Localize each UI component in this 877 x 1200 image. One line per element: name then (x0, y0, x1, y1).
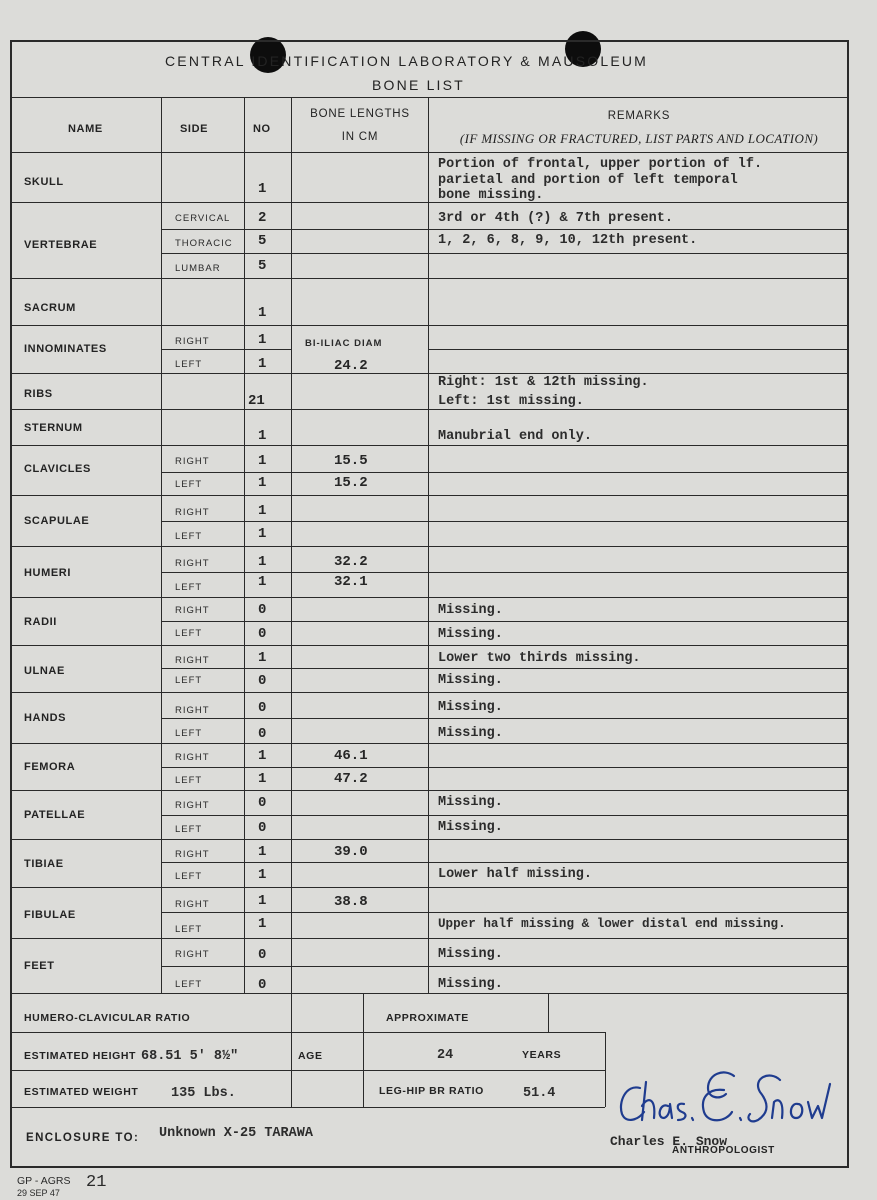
weight-label: ESTIMATED WEIGHT (24, 1086, 139, 1098)
row-name-fibulae: FIBULAE (24, 909, 76, 921)
biiliac-label: BI-ILIAC DIAM (305, 338, 383, 349)
side-hands-left: LEFT (175, 728, 203, 739)
remark-hands-left: Missing. (438, 726, 503, 741)
leghip-label: LEG-HIP BR RATIO (379, 1085, 484, 1097)
remark-skull-2: parietal and portion of left temporal (438, 173, 738, 188)
side-femora-left: LEFT (175, 775, 203, 786)
remark-ribs-2: Left: 1st missing. (438, 394, 584, 409)
form-title: CENTRAL IDENTIFICATION LABORATORY & MAUSOLEUM (165, 53, 649, 69)
side-radii-right: RIGHT (175, 605, 210, 616)
row-name-feet: FEET (24, 960, 55, 972)
count-feet-right: 0 (258, 947, 267, 963)
remark-feet-right: Missing. (438, 947, 503, 962)
side-scapulae-left: LEFT (175, 531, 203, 542)
count-cervical: 2 (258, 210, 267, 226)
signer-name: Charles E. Snow (610, 1134, 728, 1149)
count-scapulae-right: 1 (258, 503, 267, 519)
row-name-ulnae: ULNAE (24, 665, 65, 677)
side-cervical: CERVICAL (175, 213, 231, 224)
col-header-lengths-1: BONE LENGTHS (310, 108, 410, 120)
age-value: 24 (437, 1048, 454, 1063)
approximate-label: APPROXIMATE (386, 1012, 469, 1024)
count-ulnae-left: 0 (258, 673, 267, 689)
side-hands-right: RIGHT (175, 705, 210, 716)
side-fibulae-left: LEFT (175, 924, 203, 935)
form-date: 29 SEP 47 (17, 1188, 60, 1198)
height-value: 68.51 5' 8½" (141, 1049, 239, 1064)
side-innominates-left: LEFT (175, 359, 203, 370)
side-humeri-right: RIGHT (175, 558, 210, 569)
length-tibiae-right: 39.0 (334, 844, 368, 860)
count-tibiae-left: 1 (258, 867, 267, 883)
row-name-femora: FEMORA (24, 761, 76, 773)
col-header-side: SIDE (180, 123, 209, 135)
row-name-tibiae: TIBIAE (24, 858, 64, 870)
count-skull: 1 (258, 181, 267, 197)
enclosure-label: ENCLOSURE TO: (26, 1132, 140, 1144)
count-patellae-right: 0 (258, 795, 267, 811)
row-name-patellae: PATELLAE (24, 809, 86, 821)
count-fibulae-left: 1 (258, 916, 267, 932)
side-clavicles-right: RIGHT (175, 456, 210, 467)
remark-skull-1: Portion of frontal, upper portion of lf. (438, 157, 763, 172)
remark-radii-left: Missing. (438, 627, 503, 642)
count-innominates-right: 1 (258, 332, 267, 348)
row-name-hands: HANDS (24, 712, 67, 724)
count-feet-left: 0 (258, 977, 267, 993)
remark-hands-right: Missing. (438, 700, 503, 715)
side-ulnae-left: LEFT (175, 675, 203, 686)
side-fibulae-right: RIGHT (175, 899, 210, 910)
remark-feet-left: Missing. (438, 977, 503, 992)
count-lumbar: 5 (258, 258, 267, 274)
remark-thoracic: 1, 2, 6, 8, 9, 10, 12th present. (438, 233, 698, 248)
count-humeri-right: 1 (258, 554, 267, 570)
length-humeri-left: 32.1 (334, 574, 368, 590)
remark-tibiae-left: Lower half missing. (438, 867, 592, 882)
count-ribs: 21 (248, 393, 265, 409)
height-label: ESTIMATED HEIGHT (24, 1050, 137, 1062)
remark-ulnae-left: Missing. (438, 673, 503, 688)
length-clavicles-right: 15.5 (334, 453, 368, 469)
side-thoracic: THORACIC (175, 238, 233, 249)
side-scapulae-right: RIGHT (175, 507, 210, 518)
remark-ulnae-right: Lower two thirds missing. (438, 651, 641, 666)
signer-title: ANTHROPOLOGIST (672, 1145, 775, 1156)
length-femora-left: 47.2 (334, 771, 368, 787)
length-clavicles-left: 15.2 (334, 475, 368, 491)
side-tibiae-right: RIGHT (175, 849, 210, 860)
col-header-name: NAME (68, 123, 103, 135)
form-subtitle: BONE LIST (372, 77, 465, 93)
side-ulnae-right: RIGHT (175, 655, 210, 666)
row-name-skull: SKULL (24, 176, 64, 188)
count-sacrum: 1 (258, 305, 267, 321)
row-name-clavicles: CLAVICLES (24, 463, 91, 475)
length-humeri-right: 32.2 (334, 554, 368, 570)
count-ulnae-right: 1 (258, 650, 267, 666)
form-border (10, 40, 849, 1168)
count-clavicles-left: 1 (258, 475, 267, 491)
row-name-innominates: INNOMINATES (24, 343, 107, 355)
side-lumbar: LUMBAR (175, 263, 221, 274)
length-innominates: 24.2 (334, 358, 368, 374)
row-name-ribs: RIBS (24, 388, 53, 400)
count-scapulae-left: 1 (258, 526, 267, 542)
count-radii-right: 0 (258, 602, 267, 618)
remark-fibulae-left: Upper half missing & lower distal end missing. (438, 917, 786, 931)
remark-cervical: 3rd or 4th (?) & 7th present. (438, 211, 673, 226)
side-humeri-left: LEFT (175, 582, 203, 593)
col-header-remarks-2: (IF MISSING OR FRACTURED, LIST PARTS AND LOCATION) (459, 131, 819, 146)
side-feet-left: LEFT (175, 979, 203, 990)
row-name-vertebrae: VERTEBRAE (24, 239, 98, 251)
count-thoracic: 5 (258, 233, 267, 249)
remark-skull-3: bone missing. (438, 188, 544, 203)
count-humeri-left: 1 (258, 574, 267, 590)
weight-value: 135 Lbs. (171, 1086, 236, 1101)
side-innominates-right: RIGHT (175, 336, 210, 347)
age-label: AGE (298, 1050, 323, 1062)
remark-radii-right: Missing. (438, 603, 503, 618)
side-clavicles-left: LEFT (175, 479, 203, 490)
count-hands-left: 0 (258, 726, 267, 742)
count-tibiae-right: 1 (258, 844, 267, 860)
col-header-lengths-2: IN CM (341, 131, 379, 143)
form-number: GP - AGRS (17, 1175, 71, 1187)
count-clavicles-right: 1 (258, 453, 267, 469)
count-radii-left: 0 (258, 626, 267, 642)
years-label: YEARS (522, 1049, 562, 1061)
remark-sternum: Manubrial end only. (438, 429, 592, 444)
count-innominates-left: 1 (258, 356, 267, 372)
side-patellae-right: RIGHT (175, 800, 210, 811)
length-fibulae-right: 38.8 (334, 894, 368, 910)
page-number: 21 (86, 1173, 107, 1192)
length-femora-right: 46.1 (334, 748, 368, 764)
remark-patellae-right: Missing. (438, 795, 503, 810)
row-name-sternum: STERNUM (24, 422, 83, 434)
col-header-remarks-1: REMARKS (607, 110, 671, 122)
side-femora-right: RIGHT (175, 752, 210, 763)
leghip-value: 51.4 (523, 1086, 556, 1101)
side-radii-left: LEFT (175, 628, 203, 639)
count-fibulae-right: 1 (258, 893, 267, 909)
count-hands-right: 0 (258, 700, 267, 716)
enclosure-value: Unknown X-25 TARAWA (159, 1126, 313, 1141)
hc-ratio-label: HUMERO-CLAVICULAR RATIO (24, 1012, 191, 1024)
count-sternum: 1 (258, 428, 267, 444)
handwritten-signature (612, 1062, 842, 1142)
row-name-scapulae: SCAPULAE (24, 515, 90, 527)
row-name-sacrum: SACRUM (24, 302, 76, 314)
side-patellae-left: LEFT (175, 824, 203, 835)
remark-ribs-1: Right: 1st & 12th missing. (438, 375, 649, 390)
count-femora-right: 1 (258, 748, 267, 764)
side-tibiae-left: LEFT (175, 871, 203, 882)
remark-patellae-left: Missing. (438, 820, 503, 835)
count-femora-left: 1 (258, 771, 267, 787)
row-name-radii: RADII (24, 616, 57, 628)
count-patellae-left: 0 (258, 820, 267, 836)
col-header-no: NO (253, 123, 271, 135)
side-feet-right: RIGHT (175, 949, 210, 960)
row-name-humeri: HUMERI (24, 567, 71, 579)
